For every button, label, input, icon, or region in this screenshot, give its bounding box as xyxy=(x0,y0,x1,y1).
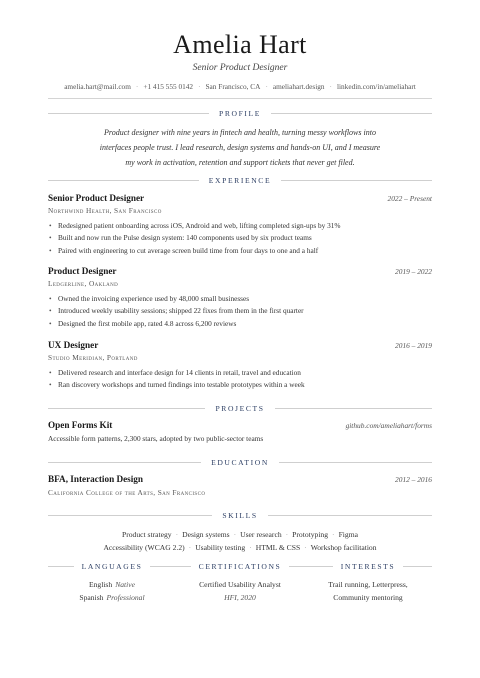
section-rule xyxy=(150,566,176,567)
job-dates: 2019 – 2022 xyxy=(395,267,432,276)
section-rule xyxy=(176,566,191,567)
section-rule xyxy=(48,566,74,567)
section-rule xyxy=(268,515,432,516)
education-dates: 2012 – 2016 xyxy=(395,475,432,484)
project-entry xyxy=(48,420,432,443)
job-bullet: • Owned the invoicing experience used by 48,000 small businesses xyxy=(48,293,432,305)
skill-separator: · xyxy=(249,543,252,552)
interests-column xyxy=(304,561,432,604)
section-title-certifications: CERTIFICATIONS xyxy=(198,561,282,571)
section-rule xyxy=(48,462,201,463)
section-header-interests xyxy=(304,561,432,571)
certifications-column xyxy=(176,561,304,604)
job-company: Studio Meridian, Portland xyxy=(48,353,138,362)
skill-separator: · xyxy=(285,530,289,539)
skill-item: Figma xyxy=(338,530,358,539)
section-rule xyxy=(48,515,212,516)
certification-name: Certified Usability Analyst xyxy=(199,580,281,589)
job-company: Ledgerline, Oakland xyxy=(48,279,119,288)
contact-phone[interactable]: +1 415 555 0142 xyxy=(143,82,194,91)
job-bullet: • Paired with engineering to cut average screen build time from four days to one and a half xyxy=(48,245,432,257)
education-school: California College of the Arts, San Francisco xyxy=(48,488,206,497)
skill-item: Product strategy xyxy=(122,530,172,539)
job-bullet: • Introduced weekly usability sessions; shipped 22 fixes from them in the first quarter xyxy=(48,305,432,317)
job-bullets xyxy=(48,367,432,392)
project-name: Open Forms Kit xyxy=(48,420,113,430)
language-item xyxy=(48,579,176,592)
language-name: Spanish xyxy=(79,592,104,602)
profile-summary: Product designer with nine years in fintech and health, turning messy workflows into interfaces people trust. I lead research, design systems and hands-on UI, and I measure my work in activation, retention and support tickets that never get filed. xyxy=(99,128,381,167)
skill-item: Accessibility (WCAG 2.2) xyxy=(103,543,185,552)
skill-item: Design systems xyxy=(182,530,230,539)
job-company: Northwind Health, San Francisco xyxy=(48,206,162,215)
interest-item: Trail running, Letterpress, xyxy=(328,580,408,589)
language-level: Professional xyxy=(106,592,145,602)
job-bullets xyxy=(48,293,432,330)
education-degree: BFA, Interaction Design xyxy=(48,474,144,484)
section-rule xyxy=(281,180,432,181)
header-divider xyxy=(48,98,432,99)
candidate-name: Amelia Hart xyxy=(173,30,307,59)
skill-item: User research xyxy=(240,530,282,539)
section-title-skills: SKILLS xyxy=(222,510,258,520)
section-rule xyxy=(48,408,205,409)
interest-item: Community mentoring xyxy=(333,592,403,602)
contact-separator: · xyxy=(265,82,268,91)
section-rule xyxy=(304,566,333,567)
job-bullet: • Delivered research and interface design for 14 clients in retail, travel and education xyxy=(48,367,432,379)
certification-issuer: HFI, 2020 xyxy=(224,592,256,602)
section-title-interests: INTERESTS xyxy=(340,561,396,571)
section-rule xyxy=(403,566,432,567)
skill-item: Prototyping xyxy=(292,530,329,539)
skill-separator: · xyxy=(188,543,192,552)
candidate-headline: Senior Product Designer xyxy=(192,63,288,73)
section-rule xyxy=(279,462,432,463)
section-header-profile xyxy=(48,108,432,118)
contact-separator: · xyxy=(135,82,139,91)
section-header-skills xyxy=(48,510,432,520)
experience-entry xyxy=(48,340,432,392)
section-rule xyxy=(275,408,432,409)
contact-website[interactable]: ameliahart.design xyxy=(272,82,325,91)
language-name: English xyxy=(88,580,113,589)
job-title: UX Designer xyxy=(48,340,99,350)
section-header-certifications xyxy=(176,561,304,571)
section-rule xyxy=(48,180,199,181)
job-title: Product Designer xyxy=(48,266,117,276)
skill-separator: · xyxy=(175,530,179,539)
skill-separator: · xyxy=(304,543,307,552)
section-rule xyxy=(289,566,304,567)
skill-item: HTML & CSS xyxy=(255,543,301,552)
section-header-projects xyxy=(48,403,432,413)
contact-separator: · xyxy=(329,82,332,91)
section-header-experience xyxy=(48,175,432,185)
section-title-profile: PROFILE xyxy=(219,108,262,118)
job-dates: 2016 – 2019 xyxy=(395,341,432,350)
skills-line xyxy=(70,541,410,554)
section-title-projects: PROJECTS xyxy=(215,403,265,413)
project-link[interactable]: github.com/ameliahart/forms xyxy=(345,421,432,430)
language-item xyxy=(48,592,176,605)
skill-separator: · xyxy=(332,530,335,539)
section-header-languages xyxy=(48,561,176,571)
section-rule xyxy=(271,113,432,114)
bottom-columns xyxy=(48,561,432,604)
job-title: Senior Product Designer xyxy=(48,193,145,203)
contact-line xyxy=(0,82,480,91)
contact-email[interactable]: amelia.hart@mail.com xyxy=(64,82,131,91)
section-header-education xyxy=(48,457,432,467)
experience-entry xyxy=(48,193,432,257)
section-title-languages: LANGUAGES xyxy=(81,561,143,571)
contact-location: San Francisco, CA xyxy=(205,82,261,91)
section-rule xyxy=(48,113,209,114)
languages-column xyxy=(48,561,176,604)
job-bullet: • Built and now run the Pulse design system: 140 components used by six product teams xyxy=(48,232,432,244)
section-title-education: EDUCATION xyxy=(211,457,269,467)
contact-linkedin[interactable]: linkedin.com/in/ameliahart xyxy=(336,82,416,91)
skill-separator: · xyxy=(233,530,237,539)
section-title-experience: EXPERIENCE xyxy=(208,175,272,185)
skills-line xyxy=(70,528,410,541)
job-bullet: • Redesigned patient onboarding across iOS, Android and web, lifting completed sign-ups by 31% xyxy=(48,220,432,232)
skill-item: Workshop facilitation xyxy=(310,543,377,552)
contact-separator: · xyxy=(198,82,201,91)
job-bullet: • Ran discovery workshops and turned findings into testable prototypes within a week xyxy=(48,379,432,391)
project-description: Accessible form patterns, 2,300 stars, adopted by two public-sector teams xyxy=(48,434,264,443)
education-entry xyxy=(48,474,432,497)
job-dates: 2022 – Present xyxy=(387,194,432,203)
job-bullets xyxy=(48,220,432,257)
language-level: Native xyxy=(115,580,136,589)
experience-entry xyxy=(48,266,432,330)
skills-list xyxy=(70,528,410,554)
skill-item: Usability testing xyxy=(195,543,246,552)
job-bullet: • Designed the first mobile app, rated 4.8 across 6,200 reviews xyxy=(48,318,432,330)
